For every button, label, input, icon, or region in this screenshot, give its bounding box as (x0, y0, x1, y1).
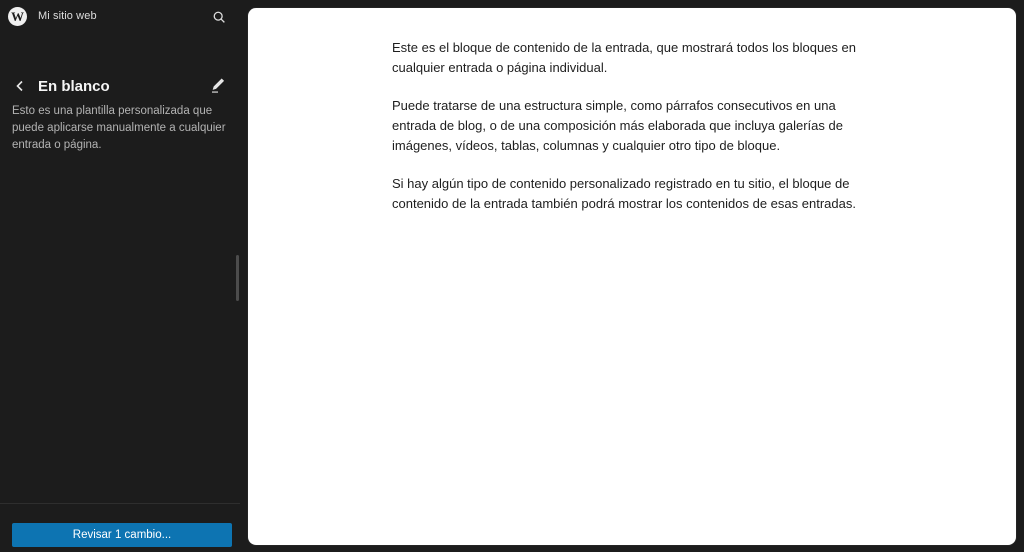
paragraph-block[interactable]: Este es el bloque de contenido de la entrada, que mostrará todos los bloques en cualquier entrada o página individual. (392, 40, 856, 75)
site-title: Mi sitio web (38, 10, 97, 22)
canvas-resize-handle[interactable] (236, 255, 239, 301)
template-sidebar (0, 32, 240, 552)
sidebar-footer (0, 503, 240, 552)
top-bar (0, 0, 240, 32)
wordpress-logo-icon (8, 7, 27, 26)
paragraph-block[interactable]: Puede tratarse de una estructura simple, como párrafos consecutivos en una entrada de blog, o de una composición más elaborada que incluya galerías de imágenes, vídeos, tablas, columnas y cualquier otro tipo de bloque. (392, 98, 843, 153)
back-button[interactable] (8, 74, 32, 98)
sidebar-header (0, 72, 240, 100)
search-button[interactable] (208, 6, 230, 28)
wordpress-logo-button[interactable] (7, 6, 27, 26)
chevron-left-icon (14, 80, 26, 92)
template-description: Esto es una plantilla personalizada que puede aplicarse manualmente a cualquier entrada o página. (12, 105, 226, 151)
editor-canvas[interactable] (248, 8, 1016, 545)
pencil-icon (209, 77, 227, 95)
template-title: En blanco (38, 77, 110, 95)
search-icon (212, 10, 227, 25)
edit-template-button[interactable] (204, 72, 232, 100)
post-content-block (392, 8, 872, 214)
review-changes-button[interactable]: Revisar 1 cambio... (12, 523, 232, 547)
svg-text:W: W (10, 9, 24, 24)
paragraph-block[interactable]: Si hay algún tipo de contenido personalizado registrado en tu sitio, el bloque de contenido de la entrada también podrá mostrar los contenidos de esas entradas. (392, 176, 856, 211)
